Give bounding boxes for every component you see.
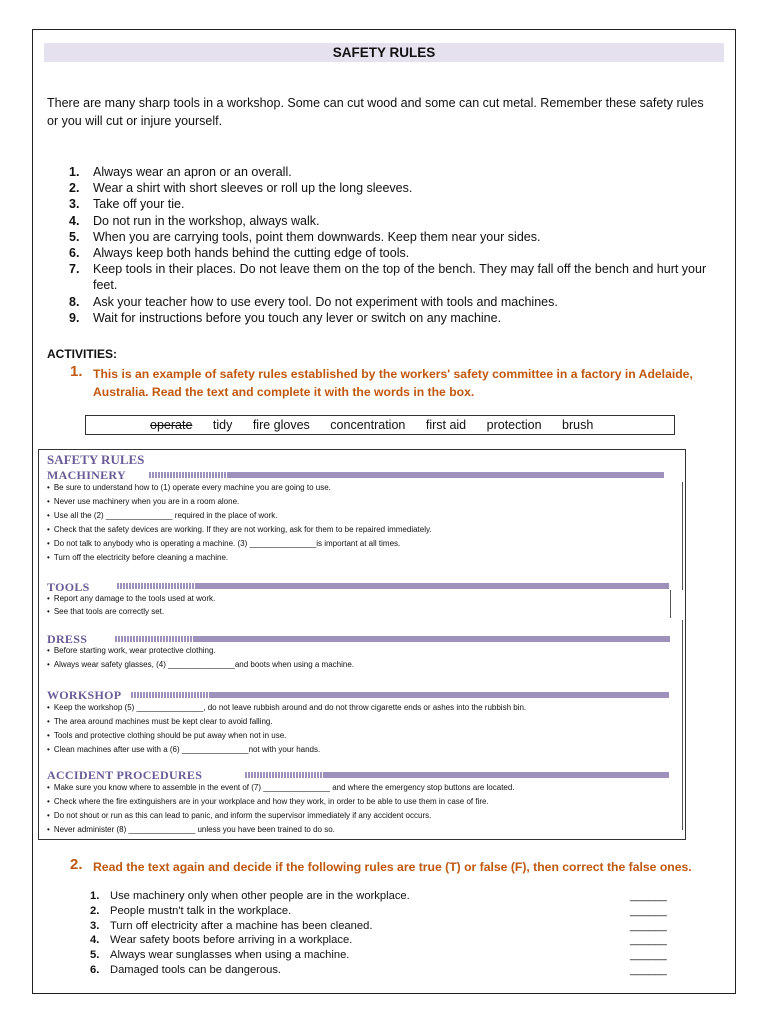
section-title-workshop: WORKSHOP [47, 688, 122, 702]
activities-heading: ACTIVITIES: [47, 347, 118, 361]
safety-line: • Turn off the electricity before cleaning a machine. [47, 553, 228, 563]
task-2-text: Read the text again and decide if the following rules are true (T) or false (F), then correct the false ones. [93, 860, 692, 874]
safety-line: • See that tools are correctly set. [47, 607, 164, 617]
rule-item [47, 245, 717, 261]
rule-number: 1. [69, 165, 80, 179]
section-divider [149, 472, 664, 478]
rule-text: Keep tools in their places. Do not leave them on the top of the bench. They may fall off the bench and hurt your feet. [93, 262, 707, 293]
safety-line: • Check that the safety devices are working. If they are not working, ask for them to be repaired immediately. [47, 525, 432, 535]
tf-number: 2. [90, 904, 100, 917]
section-divider [117, 583, 669, 589]
tf-item [70, 963, 667, 978]
box-side-rule [682, 620, 683, 830]
safety-line: • Never administer (8) _______________ unless you have been trained to do so. [47, 825, 335, 835]
rule-item [47, 196, 717, 212]
safety-box-heading: SAFETY RULES [47, 452, 145, 467]
word-box-item: concentration [330, 418, 406, 432]
rules-list [47, 164, 717, 326]
word-box-item: fire gloves [252, 418, 310, 432]
rule-item [47, 180, 717, 196]
safety-rules-box [38, 449, 686, 840]
safety-line: • Be sure to understand how to (1) operate every machine you are going to use. [47, 483, 331, 493]
safety-line: • Do not talk to anybody who is operating a machine. (3) _______________is important at all times. [47, 539, 400, 549]
section-divider [131, 692, 669, 698]
rule-number: 9. [69, 310, 80, 325]
rule-text: Wear a shirt with short sleeves or roll up the long sleeves. [93, 181, 413, 196]
tf-number: 6. [90, 963, 100, 976]
answer-blank[interactable]: ______ [630, 949, 667, 962]
rule-number: 2. [69, 181, 80, 196]
tf-item [70, 904, 667, 919]
word-box-item: first aid [425, 418, 467, 432]
tf-text: People mustn't talk in the workplace. [110, 904, 292, 917]
answer-blank[interactable]: ______ [630, 919, 667, 932]
tf-item [70, 889, 667, 904]
word-box-item: tidy [212, 418, 233, 432]
rule-item [47, 164, 717, 180]
task-1-number: 1. [70, 363, 83, 380]
rule-text: Do not run in the workshop, always walk. [93, 213, 320, 228]
rule-item [47, 213, 717, 229]
rule-item [47, 261, 717, 293]
word-box-item: brush [562, 418, 594, 432]
word-box-item: operate [150, 418, 193, 432]
tf-item [70, 933, 667, 948]
safety-line: • Always wear safety glasses, (4) _______________and boots when using a machine. [47, 660, 354, 670]
section-divider [245, 772, 669, 778]
section-title-accident-procedures: ACCIDENT PROCEDURES [47, 768, 203, 782]
tf-text: Use machinery only when other people are in the workplace. [110, 890, 410, 902]
rule-number: 3. [69, 197, 80, 212]
answer-blank[interactable]: ______ [630, 904, 667, 917]
safety-line: • Keep the workshop (5) _______________, do not leave rubbish around and do not throw cigarette ends or ashes into the rubbish bin. [47, 703, 526, 713]
safety-line: • Clean machines after use with a (6) _______________not with your hands. [47, 745, 320, 755]
rule-text: Always keep both hands behind the cutting edge of tools. [93, 246, 410, 261]
tf-text: Damaged tools can be dangerous. [110, 963, 282, 976]
tf-text: Always wear sunglasses when using a machine. [110, 949, 350, 962]
rule-text: Always wear an apron or an overall. [93, 165, 292, 179]
safety-line: • Make sure you know where to assemble in the event of (7) _______________ and where the emergency stop buttons are located. [47, 783, 515, 793]
safety-line: • Report any damage to the tools used at work. [47, 594, 215, 604]
rule-text: Take off your tie. [93, 197, 185, 212]
task-2-number: 2. [70, 856, 83, 873]
rule-text: Wait for instructions before you touch any lever or switch on any machine. [93, 310, 502, 325]
rule-number: 5. [69, 229, 80, 244]
word-box [85, 415, 675, 435]
page-title: SAFETY RULES [44, 43, 724, 62]
tf-text: Turn off electricity after a machine has been cleaned. [110, 919, 373, 932]
tf-number: 3. [90, 919, 100, 932]
rule-text: Ask your teacher how to use every tool. Do not experiment with tools and machines. [93, 294, 558, 309]
word-box-item: protection [486, 418, 542, 432]
tf-item [70, 948, 667, 963]
tf-number: 5. [90, 949, 100, 962]
rule-number: 8. [69, 294, 80, 309]
rule-number: 7. [69, 262, 80, 277]
safety-line: • Check where the fire extinguishers are in your workplace and how they work, in order to be able to use them in case of fire. [47, 797, 489, 807]
tf-number: 4. [90, 934, 100, 947]
safety-line: • Tools and protective clothing should be put away when not in use. [47, 731, 286, 741]
section-title-machinery: MACHINERY [47, 468, 126, 482]
tf-text: Wear safety boots before arriving in a workplace. [110, 934, 353, 947]
section-title-tools: TOOLS [47, 580, 90, 594]
safety-line: • The area around machines must be kept clear to avoid falling. [47, 717, 273, 727]
section-divider [115, 636, 670, 642]
box-side-rule [670, 590, 671, 618]
rule-number: 6. [69, 246, 80, 261]
rule-item [47, 294, 717, 310]
task-2-instruction [70, 858, 720, 876]
tf-item [70, 919, 667, 934]
answer-blank[interactable]: ______ [630, 934, 667, 947]
safety-line: • Never use machinery when you are in a room alone. [47, 497, 239, 507]
box-side-rule [682, 482, 683, 590]
true-false-list [70, 889, 667, 978]
safety-line: • Before starting work, wear protective clothing. [47, 646, 216, 656]
rule-item [47, 229, 717, 245]
safety-line: • Do not shout or run as this can lead to panic, and inform the supervisor immediately if any accident occurs. [47, 811, 431, 821]
tf-number: 1. [90, 890, 100, 902]
task-1-text: This is an example of safety rules established by the workers' safety committee in a factory in Adelaide, Australia. Read the text and complete it with the words in the box. [93, 367, 693, 399]
answer-blank[interactable]: ______ [630, 963, 667, 976]
task-1-instruction [70, 365, 720, 401]
answer-blank[interactable]: ______ [630, 890, 667, 902]
rule-text: When you are carrying tools, point them downwards. Keep them near your sides. [93, 229, 541, 244]
intro-paragraph: There are many sharp tools in a workshop. Some can cut wood and some can cut metal. Remember these safety rules or you will cut or injure yourself. [47, 96, 704, 128]
rule-item [47, 310, 717, 326]
safety-line: • Use all the (2) _______________ required in the place of work. [47, 511, 278, 521]
rule-number: 4. [69, 213, 80, 228]
section-title-dress: DRESS [47, 632, 88, 646]
